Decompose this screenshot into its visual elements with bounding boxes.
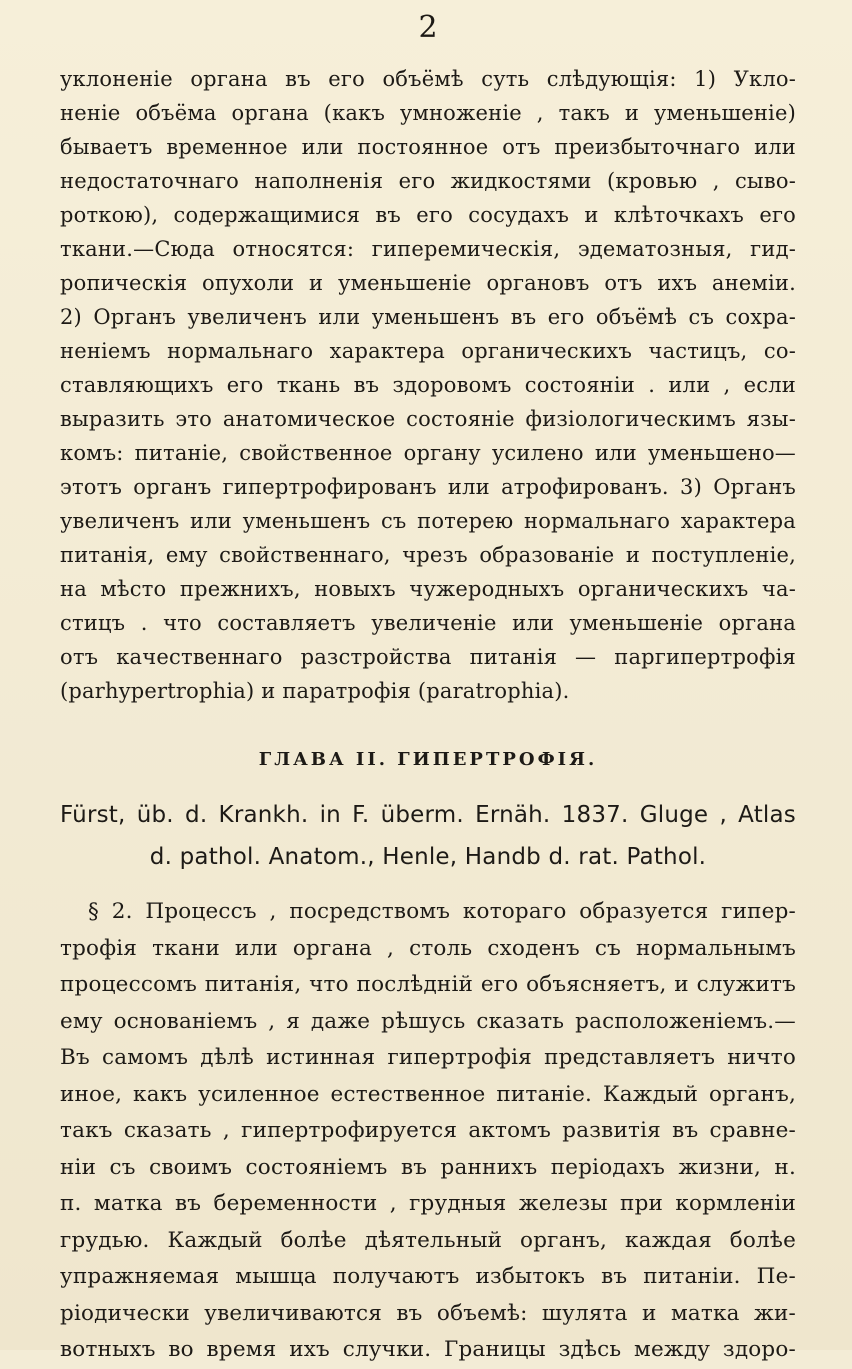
text-line: неніемъ нормальнаго характера органическихъ частицъ, со-: [60, 339, 796, 363]
text-line: отъ качественнаго разстройства питанія — паргипертрофія: [60, 645, 796, 669]
reference-line: d. pathol. Anatom., Henle, Handb d. rat. Pathol.: [149, 844, 707, 870]
text-line: трофія ткани или органа , столь сходенъ съ нормальнымъ: [60, 935, 796, 961]
text-line: ріодически увеличиваются въ объемѣ: шулята и матка жи-: [60, 1300, 796, 1326]
chapter-title: ГЛАВА II. ГИПЕРТРОФІЯ.: [258, 749, 598, 770]
text-line: упражняемая мышца получаютъ избытокъ въ питаніи. Пе-: [60, 1264, 796, 1289]
page-number: 2: [418, 10, 438, 45]
reference-line: Fürst, üb. d. Krankh. in F. überm. Ernäh. 1837. Gluge , Atlas: [60, 802, 796, 828]
paragraph-deviation-types: [60, 62, 796, 708]
text-line: уклоненіе органа въ его объёмѣ суть слѣдующія: 1) Укло-: [60, 67, 796, 91]
text-line: ткани.—Сюда относятся: гиперемическія, эдематозныя, гид-: [60, 237, 796, 261]
text-line: такъ сказать , гипертрофируется актомъ развитія въ сравне-: [60, 1118, 796, 1143]
text-line: на мѣсто прежнихъ, новыхъ чужеродныхъ органическихъ ча-: [60, 577, 796, 601]
text-line: комъ: питаніе, свойственное органу усилено или уменьшено—: [60, 441, 796, 465]
text-line: 2) Органъ увеличенъ или уменьшенъ въ его объёмѣ съ сохра-: [60, 305, 796, 329]
text-line: недостаточнаго наполненія его жидкостями (кровью , сыво-: [60, 169, 796, 193]
text-line: ніи съ своимъ состояніемъ въ раннихъ періодахъ жизни, н.: [60, 1154, 796, 1180]
text-line: ропическія опухоли и уменьшеніе органовъ отъ ихъ анеміи.: [60, 271, 796, 295]
text-line: п. матка въ беременности , грудныя железы при кормленіи: [60, 1191, 796, 1216]
section-2-paragraph: [60, 894, 796, 1369]
text-line: выразить это анатомическое состояніе физіологическимъ язы-: [60, 407, 796, 431]
text-line: § 2. Процессъ , посредствомъ котораго образуется гипер-: [88, 899, 796, 924]
text-line: иное, какъ усиленное естественное питаніе. Каждый органъ,: [60, 1081, 796, 1107]
text-line: бываетъ временное или постоянное отъ преизбыточнаго или: [60, 135, 796, 159]
text-line: питанія, ему свойственнаго, чрезъ образованіе и поступленіе,: [60, 543, 796, 567]
text-line: роткою), содержащимися въ его сосудахъ и клѣточкахъ его: [60, 203, 796, 227]
text-line: стицъ . что составляетъ увеличеніе или уменьшеніе органа: [60, 611, 796, 635]
text-line: неніе объёма органа (какъ умноженіе , такъ и уменьшеніе): [60, 101, 796, 125]
text-line: (parhypertrophia) и паратрофія (paratrophia).: [60, 679, 570, 703]
text-line: вотныхъ во время ихъ случки. Границы здѣсь между здоро-: [60, 1337, 796, 1362]
text-line: Въ самомъ дѣлѣ истинная гипертрофія представляетъ ничто: [60, 1045, 796, 1070]
text-line: ставляющихъ его ткань въ здоровомъ состояніи . или , если: [60, 373, 796, 397]
text-line: ему основаніемъ , я даже рѣшусь сказать расположеніемъ.—: [60, 1008, 796, 1034]
bibliography-references: [60, 794, 796, 878]
text-line: увеличенъ или уменьшенъ съ потерею нормальнаго характера: [60, 509, 796, 533]
text-line: этотъ органъ гипертрофированъ или атрофированъ. 3) Органъ: [60, 475, 796, 499]
text-line: грудью. Каждый болѣе дѣятельный органъ, каждая болѣе: [60, 1227, 796, 1253]
text-line: процессомъ питанія, что послѣдній его объясняетъ, и служитъ: [60, 972, 796, 997]
